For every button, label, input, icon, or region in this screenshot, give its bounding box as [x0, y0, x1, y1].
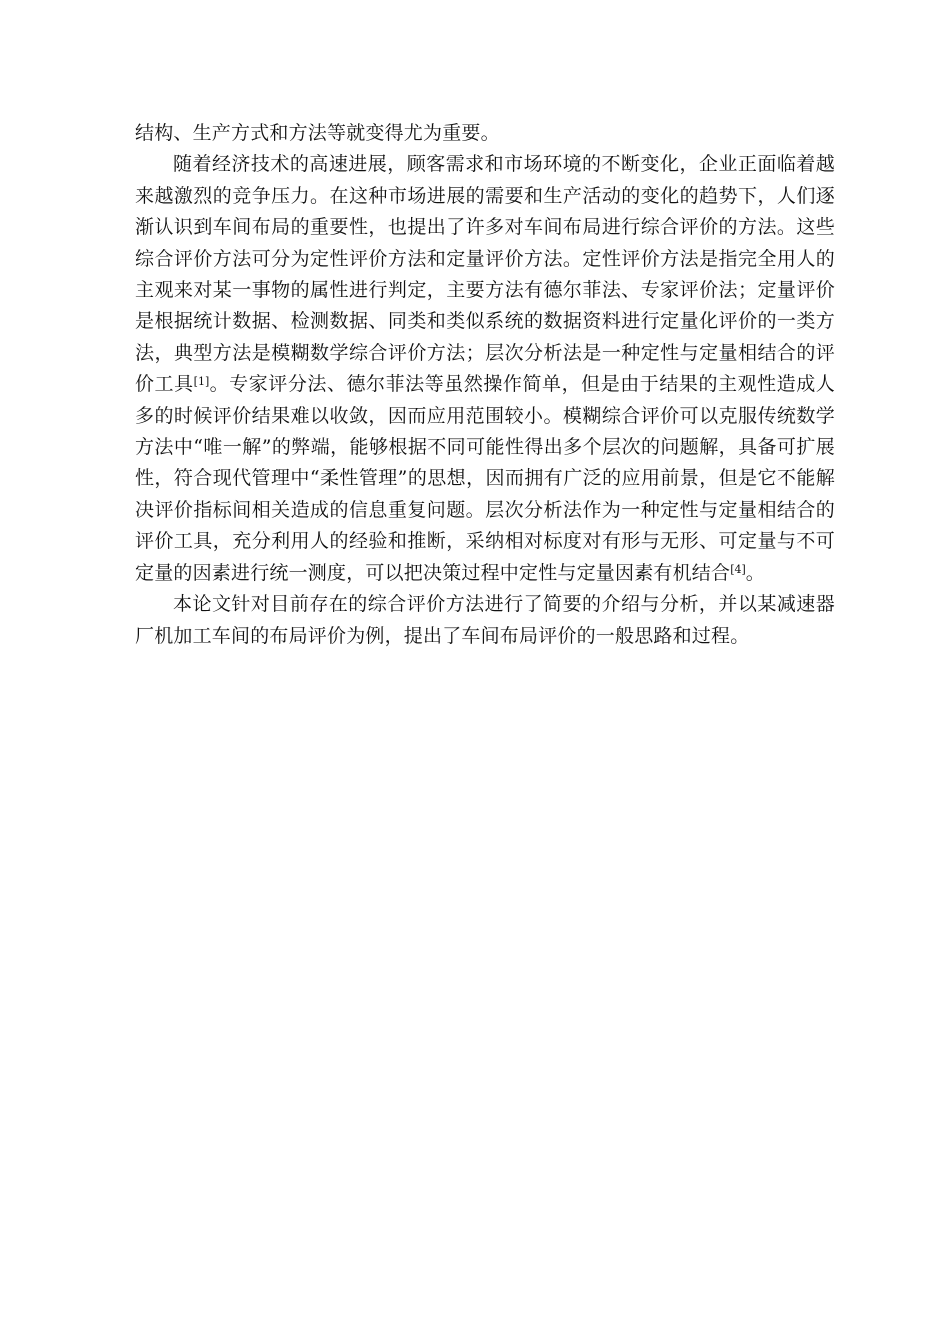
paragraph-2-text-a: 随着经济技术的高速进展，顾客需求和市场环境的不断变化，企业正面临着越来越激烈的竞争压力。在这种市场进展的需要和生产活动的变化的趋势下，人们逐渐认识到车间布局的重要性，也提出了许多对车间布局进行综合评价的方法。这些综合评价方法可分为定性评价方法和定量评价方法。定性评价方法是指完全用人的主观来对某一事物的属性进行判定，主要方法有德尔菲法、专家评价法；定量评价是根据统计数据、检测数据、同类和类似系统的数据资料进行定量化评价的一类方法，典型方法是模糊数学综合评价方法；层次分析法是一种定性与定量相结合的评价工具 [135, 153, 835, 396]
paragraph-3 [135, 589, 835, 652]
paragraph-2-text-c: 。 [745, 561, 765, 584]
paragraph-2 [135, 149, 835, 589]
paragraph-1 [135, 118, 835, 149]
paragraph-3-text: 本论文针对目前存在的综合评价方法进行了简要的介绍与分析，并以某减速器厂机加工车间的布局评价为例，提出了车间布局评价的一般思路和过程。 [135, 593, 835, 647]
document-page [135, 118, 835, 652]
paragraph-2-text-b: 。专家评分法、德尔菲法等虽然操作简单，但是由于结果的主观性造成人多的时候评价结果难以收敛，因而应用范围较小。模糊综合评价可以克服传统数学方法中“唯一解”的弊端，能够根据不同可能性得出多个层次的问题解，具备可扩展性，符合现代管理中“柔性管理”的思想，因而拥有广泛的应用前景，但是它不能解决评价指标间相关造成的信息重复问题。层次分析法作为一种定性与定量相结合的评价工具，充分利用人的经验和推断，采纳相对标度对有形与无形、可定量与不可定量的因素进行统一测度，可以把决策过程中定性与定量因素有机结合 [135, 373, 835, 584]
citation-1: [1] [193, 374, 210, 388]
citation-4: [4] [730, 563, 746, 577]
paragraph-1-text: 结构、生产方式和方法等就变得尤为重要。 [135, 122, 500, 144]
